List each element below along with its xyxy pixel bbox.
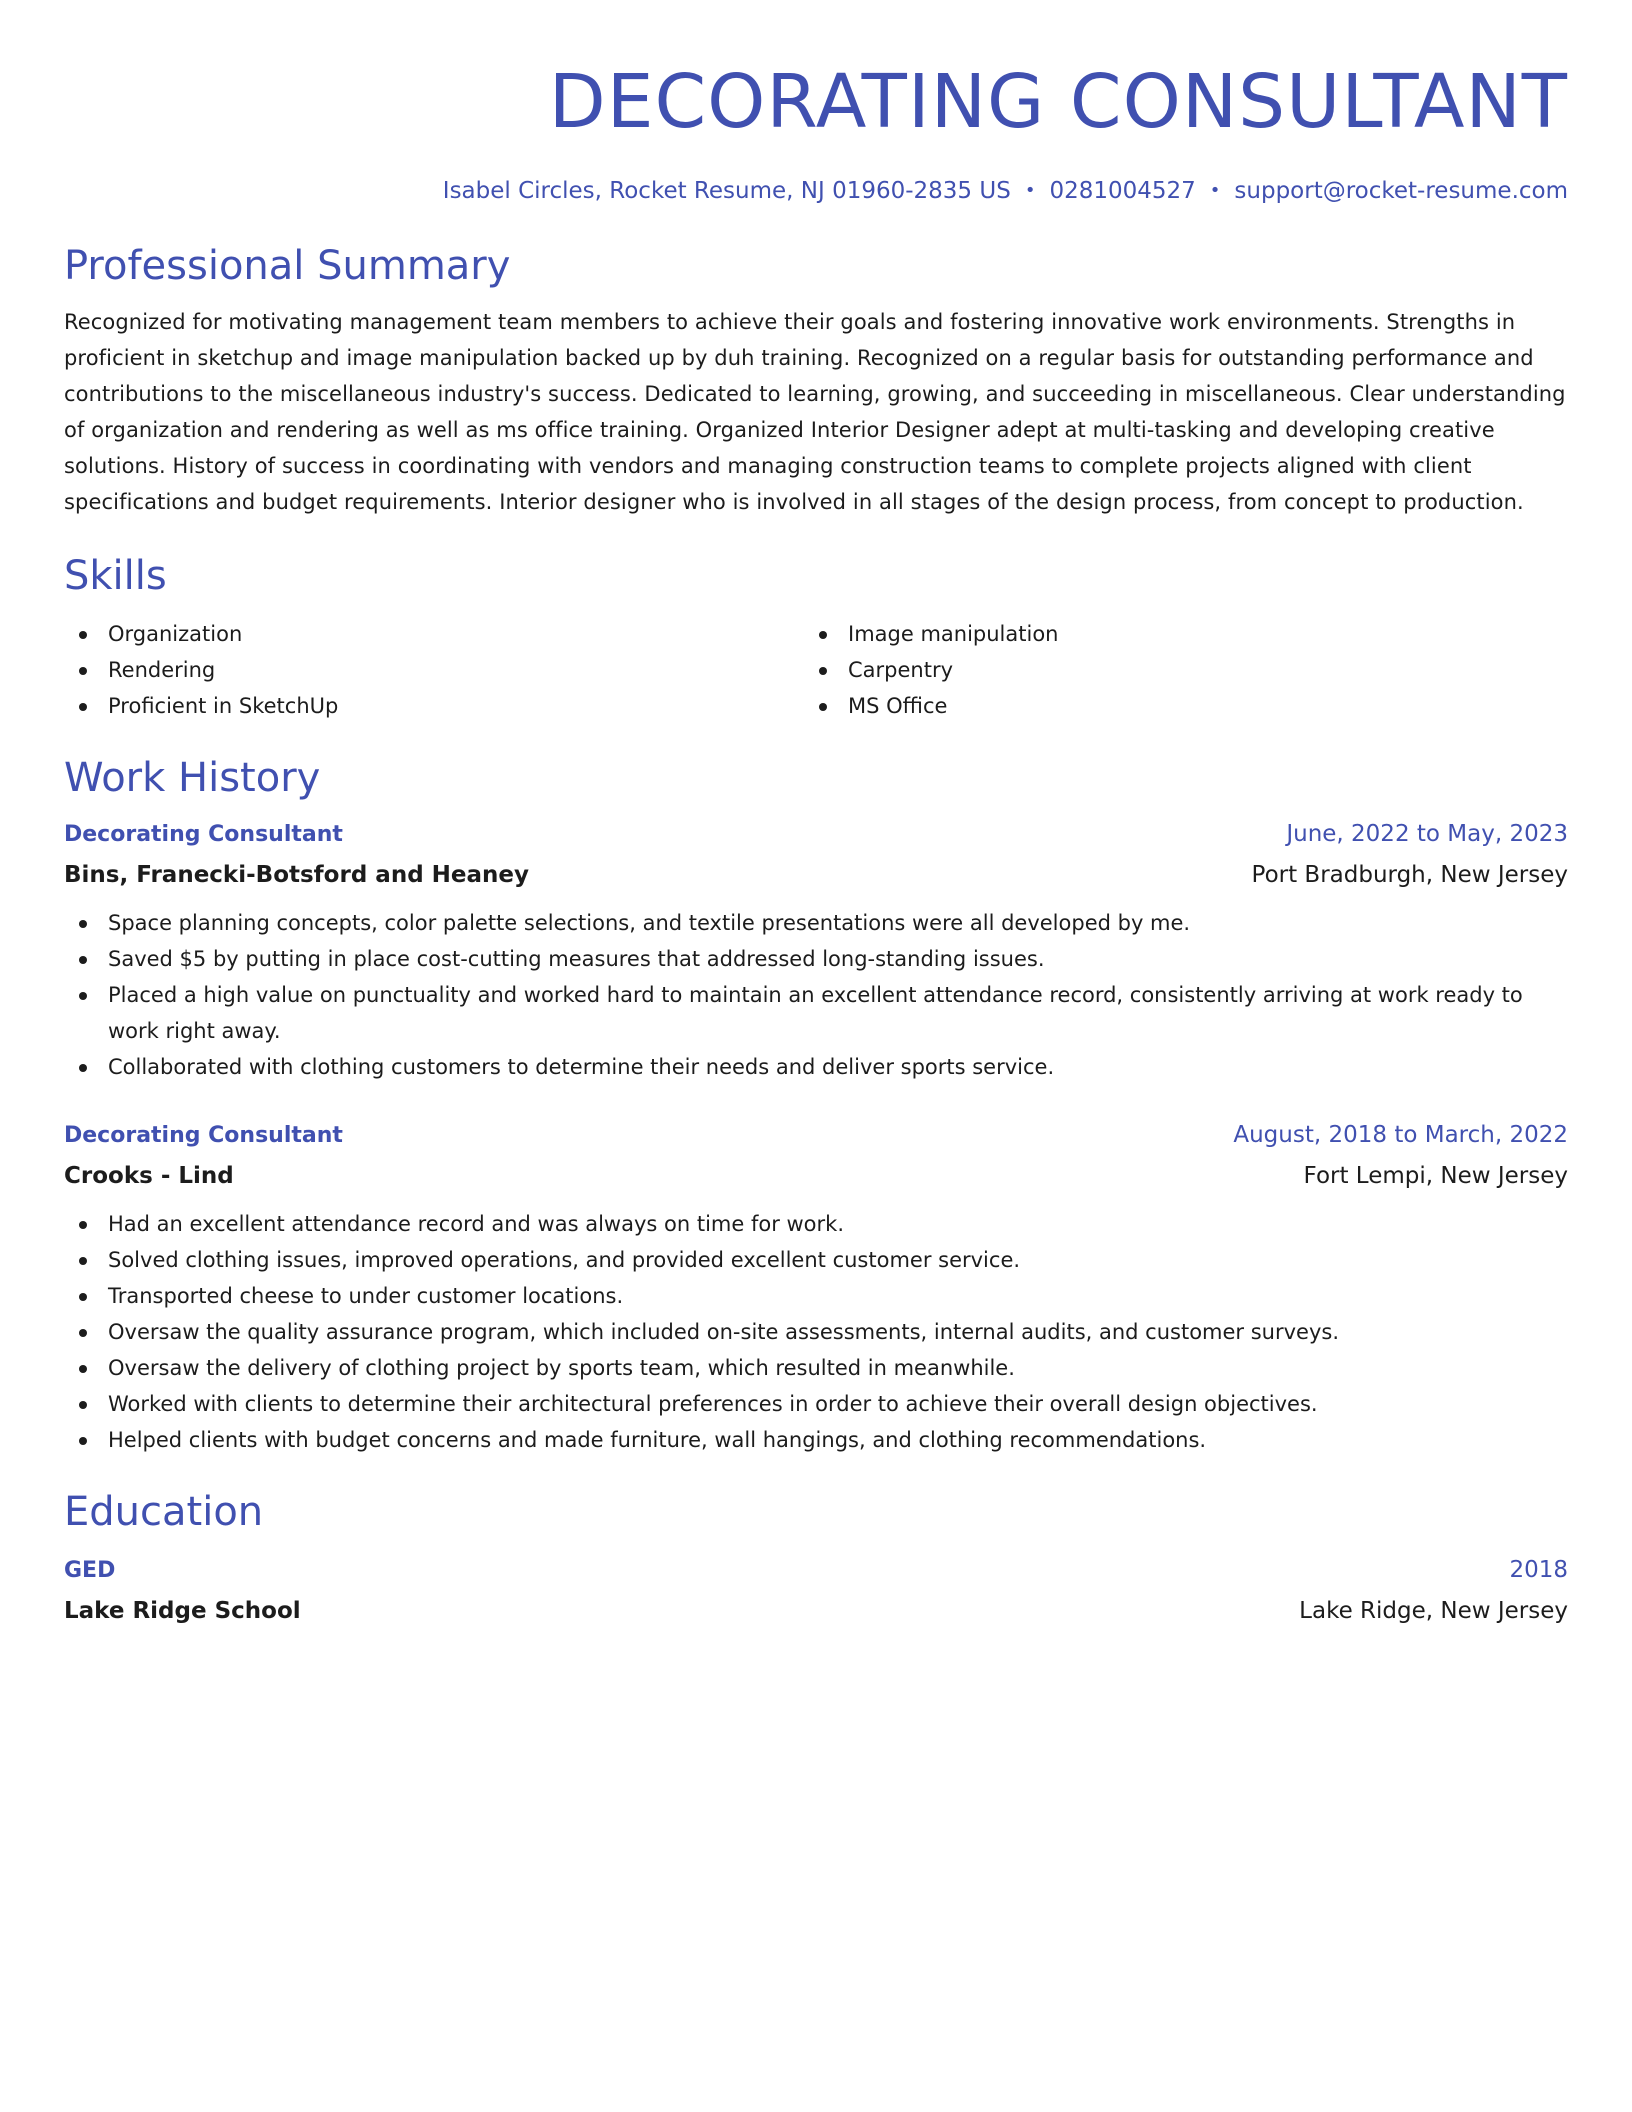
bullet-icon [79,992,87,1000]
skill-label: Proficient in SketchUp [108,694,339,718]
bullet-icon [819,631,827,639]
job-bullet [64,1049,1568,1085]
section-title-education: Education [64,1489,264,1535]
bullet-icon [819,667,827,675]
job-header-row [64,1115,1568,1156]
job-bullet [64,1278,1568,1314]
bullet-icon [79,1064,87,1072]
job-location: Port Bradburgh, New Jersey [1251,862,1568,888]
skills-section [64,550,1568,724]
job-bullet-text: Transported cheese to under customer locations. [108,1284,624,1308]
job-bullet-text: Oversaw the delivery of clothing project by sports team, which resulted in meanwhile. [108,1356,1015,1380]
work-history-section [64,752,1568,1458]
job-company: Crooks - Lind [64,1163,234,1189]
skills-column-left [64,616,804,724]
job-entry [64,814,1568,1085]
section-title-work-history: Work History [64,755,321,801]
bullet-icon [79,920,87,928]
skills-grid [64,616,1568,724]
skill-item [804,652,1544,688]
job-title: Decorating Consultant [64,822,343,847]
job-bullet-text: Collaborated with clothing customers to determine their needs and deliver sports service. [108,1055,1055,1079]
summary-section [64,240,1568,520]
job-bullet [64,1350,1568,1386]
skill-label: Rendering [108,658,216,682]
bullet-icon [79,956,87,964]
summary-text: Recognized for motivating management team members to achieve their goals and fostering innovative work environments. Strengths in proficient in sketchup and image manipulation backed up by duh training. Recognized on a regular basis for outstanding performance and contributions to the miscellaneous industry's success. Dedicated to learning, growing, and succeeding in miscellaneous. Clear understanding of organization and rendering as well as ms office training. Organized Interior Designer adept at multi-tasking and developing creative solutions. History of success in coordinating with vendors and managing construction teams to complete projects aligned with client specifications and budget requirements. Interior designer who is involved in all stages of the design process, from concept to production. [64,310,1566,514]
skill-item [64,616,804,652]
job-bullet [64,1314,1568,1350]
bullet-icon [79,667,87,675]
contact-separator: • [1024,180,1036,201]
job-bullet-text: Saved $5 by putting in place cost-cutting measures that addressed long-standing issues. [108,947,1045,971]
education-year: 2018 [1509,1557,1568,1583]
job-header-row [64,814,1568,855]
job-bullet-list [64,1206,1568,1458]
bullet-icon [79,703,87,711]
contact-email[interactable]: support@rocket-resume.com [1234,178,1568,204]
job-bullet-text: Placed a high value on punctuality and worked hard to maintain an excellent attendance record, consistently arriving at work ready to work right away. [108,983,1523,1043]
job-company-row [64,855,1568,895]
job-bullet [64,977,1568,1049]
education-school: Lake Ridge School [64,1598,301,1624]
job-bullet-text: Space planning concepts, color palette selections, and textile presentations were all developed by me. [108,911,1191,935]
skill-label: Image manipulation [848,622,1059,646]
job-bullet-text: Oversaw the quality assurance program, which included on-site assessments, internal audits, and customer surveys. [108,1320,1340,1344]
job-entry [64,1115,1568,1458]
contact-separator: • [1209,180,1221,201]
job-bullet [64,905,1568,941]
bullet-icon [79,631,87,639]
bullet-icon [79,1437,87,1445]
job-dates: June, 2022 to May, 2023 [1286,821,1568,847]
contact-line [64,174,1568,208]
job-bullet-text: Worked with clients to determine their architectural preferences in order to achieve their overall design objectives. [108,1392,1318,1416]
education-entry [64,1550,1568,1631]
job-company-row [64,1156,1568,1196]
bullet-icon [79,1257,87,1265]
job-bullet-text: Helped clients with budget concerns and made furniture, wall hangings, and clothing recommendations. [108,1428,1207,1452]
section-title-skills: Skills [64,553,167,599]
skill-item [804,688,1544,724]
skill-item [64,652,804,688]
job-bullet [64,1242,1568,1278]
contact-phone: 0281004527 [1049,178,1196,204]
job-dates: August, 2018 to March, 2022 [1233,1122,1568,1148]
job-title: Decorating Consultant [64,1123,343,1148]
job-bullet [64,1422,1568,1458]
education-school-row [64,1591,1568,1631]
bullet-icon [79,1365,87,1373]
job-bullet-list [64,905,1568,1085]
job-bullet-text: Had an excellent attendance record and was always on time for work. [108,1212,845,1236]
bullet-icon [79,1401,87,1409]
resume-name: DECORATING CONSULTANT [548,59,1568,145]
education-location: Lake Ridge, New Jersey [1299,1598,1568,1624]
job-location: Fort Lempi, New Jersey [1303,1163,1568,1189]
bullet-icon [819,703,827,711]
section-title-summary: Professional Summary [64,243,511,289]
skill-label: Carpentry [848,658,954,682]
bullet-icon [79,1293,87,1301]
skill-item [64,688,804,724]
skills-column-right [804,616,1544,724]
job-bullet [64,1386,1568,1422]
bullet-icon [79,1221,87,1229]
skill-item [804,616,1544,652]
bullet-icon [79,1329,87,1337]
education-degree: GED [64,1558,116,1583]
education-section [64,1486,1568,1631]
job-bullet-text: Solved clothing issues, improved operations, and provided excellent customer service. [108,1248,1021,1272]
education-header-row [64,1550,1568,1591]
job-bullet [64,1206,1568,1242]
skill-label: MS Office [848,694,948,718]
skill-label: Organization [108,622,243,646]
job-bullet [64,941,1568,977]
job-company: Bins, Franecki-Botsford and Heaney [64,862,529,888]
contact-address: Isabel Circles, Rocket Resume, NJ 01960-2835 US [442,178,1011,204]
